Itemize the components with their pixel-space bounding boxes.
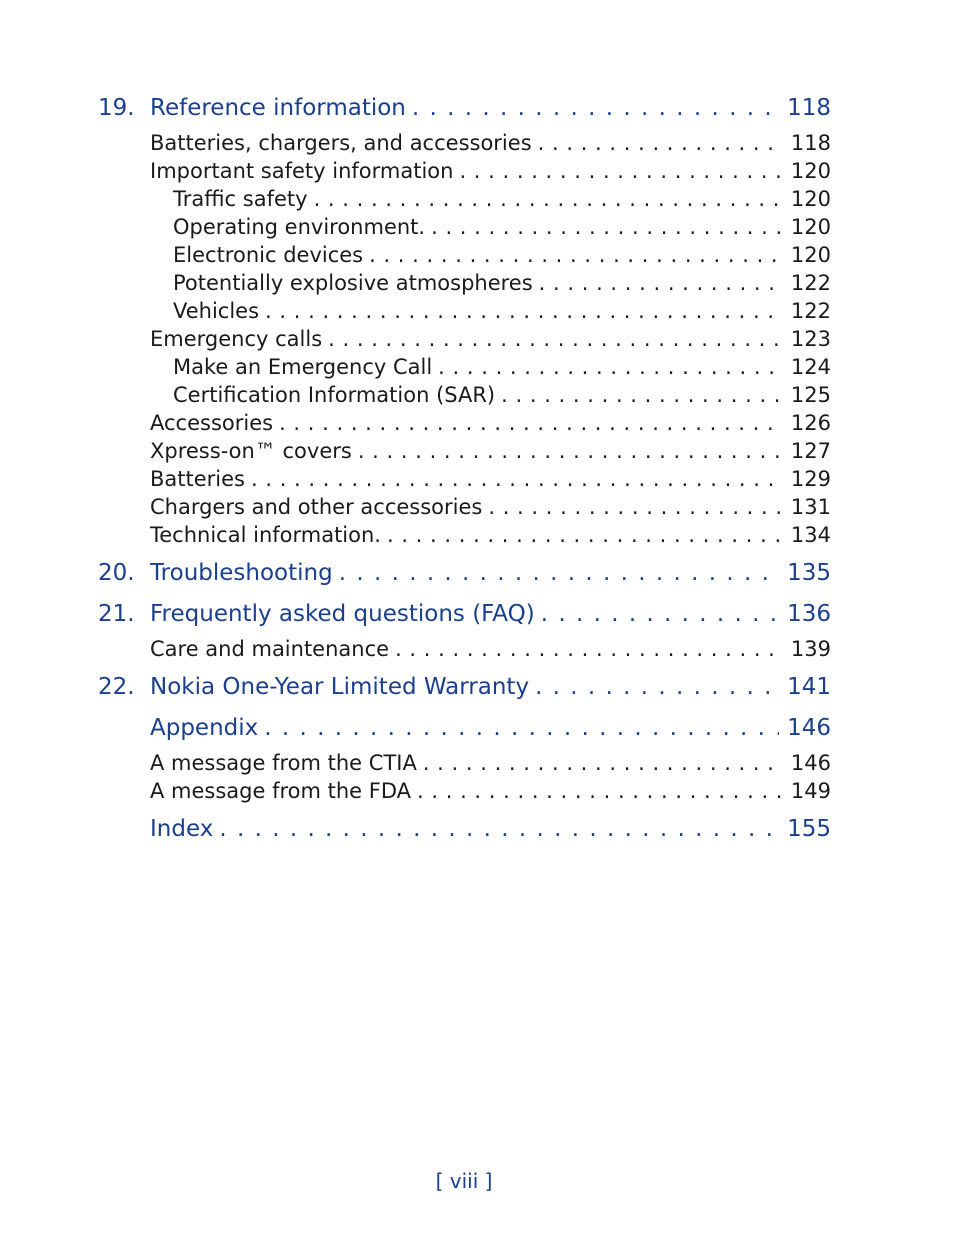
entry-title: Certification Information (SAR): [173, 383, 496, 407]
page-footer-number: [ viii ]: [435, 1169, 493, 1193]
toc-chapter-22[interactable]: [98, 667, 831, 708]
toc-chapter-20[interactable]: [98, 553, 831, 594]
entry-title: Batteries, chargers, and accessories: [150, 131, 532, 155]
chapter-number: 19.: [98, 95, 135, 121]
dot-leader: [369, 241, 783, 269]
entry-title: Operating environment.: [173, 215, 426, 239]
dot-leader: [412, 88, 779, 129]
page-number: 122: [790, 299, 831, 323]
toc-entry-electronic-devices[interactable]: [98, 241, 831, 269]
page-number: 155: [787, 816, 831, 842]
entry-title: Potentially explosive atmospheres: [173, 271, 533, 295]
dot-leader: [251, 465, 783, 493]
entry-title: Electronic devices: [173, 243, 364, 267]
toc-entry-traffic-safety[interactable]: [98, 185, 831, 213]
page-number: 118: [787, 95, 831, 121]
dot-leader: [339, 553, 779, 594]
entry-title: Chargers and other accessories: [150, 495, 483, 519]
chapter-title: Troubleshooting: [150, 560, 333, 586]
dot-leader: [501, 381, 783, 409]
page-number: 124: [790, 355, 831, 379]
dot-leader: [219, 809, 779, 850]
page-number: 120: [790, 159, 831, 183]
toc-entry-certification-sar[interactable]: [98, 381, 831, 409]
toc-entry-ctia-message[interactable]: [98, 749, 831, 777]
chapter-number: 20.: [98, 560, 135, 586]
toc-entry-batteries-chargers-accessories[interactable]: [98, 129, 831, 157]
toc-entry-xpress-on-covers[interactable]: [98, 437, 831, 465]
dot-leader: [417, 777, 783, 805]
toc-entry-vehicles[interactable]: [98, 297, 831, 325]
chapter-title: Index: [150, 816, 214, 842]
page-number: 120: [790, 243, 831, 267]
dot-leader: [538, 129, 783, 157]
page-number: 120: [790, 187, 831, 211]
entry-title: Accessories: [150, 411, 274, 435]
dot-leader: [265, 297, 783, 325]
chapter-title: Frequently asked questions (FAQ): [150, 601, 535, 627]
table-of-contents: [98, 88, 831, 850]
dot-leader: [423, 749, 783, 777]
dot-leader: [488, 493, 783, 521]
page-number: 125: [790, 383, 831, 407]
chapter-title: Reference information: [150, 95, 406, 121]
entry-title: Make an Emergency Call: [173, 355, 433, 379]
toc-entry-operating-environment[interactable]: [98, 213, 831, 241]
toc-entry-accessories[interactable]: [98, 409, 831, 437]
chapter-number: 22.: [98, 674, 135, 700]
dot-leader: [438, 353, 783, 381]
page-number: 120: [790, 215, 831, 239]
dot-leader: [328, 325, 783, 353]
dot-leader: [358, 437, 783, 465]
dot-leader: [535, 667, 779, 708]
dot-leader: [539, 269, 783, 297]
toc-entry-batteries[interactable]: [98, 465, 831, 493]
page-number: 141: [787, 674, 831, 700]
toc-entry-important-safety[interactable]: [98, 157, 831, 185]
dot-leader: [387, 521, 783, 549]
toc-entry-explosive-atmospheres[interactable]: [98, 269, 831, 297]
dot-leader: [279, 409, 783, 437]
chapter-number: 21.: [98, 601, 135, 627]
page-number: 123: [790, 327, 831, 351]
page-number: 127: [790, 439, 831, 463]
page-number: 131: [790, 495, 831, 519]
toc-entry-emergency-calls[interactable]: [98, 325, 831, 353]
entry-title: Technical information.: [150, 523, 381, 547]
page-number: 146: [790, 751, 831, 775]
page-number: 149: [790, 779, 831, 803]
toc-entry-chargers-other-accessories[interactable]: [98, 493, 831, 521]
toc-entry-make-emergency-call[interactable]: [98, 353, 831, 381]
entry-title: A message from the FDA: [150, 779, 412, 803]
page-number: 146: [787, 715, 831, 741]
page-number: 122: [790, 271, 831, 295]
dot-leader: [395, 635, 783, 663]
chapter-title: Appendix: [150, 715, 259, 741]
toc-entry-fda-message[interactable]: [98, 777, 831, 805]
toc-chapter-19[interactable]: [98, 88, 831, 129]
page-number: 139: [790, 637, 831, 661]
entry-title: Traffic safety: [173, 187, 308, 211]
toc-entry-care-maintenance[interactable]: [98, 635, 831, 663]
entry-title: A message from the CTIA: [150, 751, 417, 775]
page-number: 118: [790, 131, 831, 155]
entry-title: Care and maintenance: [150, 637, 390, 661]
entry-title: Batteries: [150, 467, 245, 491]
dot-leader: [314, 185, 783, 213]
dot-leader: [459, 157, 782, 185]
toc-index[interactable]: [98, 809, 831, 850]
entry-title: Xpress-on™ covers: [150, 439, 352, 463]
toc-entry-technical-information[interactable]: [98, 521, 831, 549]
page-number: 129: [790, 467, 831, 491]
page-number: 135: [787, 560, 831, 586]
dot-leader: [431, 213, 783, 241]
toc-chapter-21[interactable]: [98, 594, 831, 635]
dot-leader: [541, 594, 779, 635]
page-number: 134: [790, 523, 831, 547]
chapter-title: Nokia One-Year Limited Warranty: [150, 674, 530, 700]
entry-title: Vehicles: [173, 299, 260, 323]
page-number: 136: [787, 601, 831, 627]
toc-appendix[interactable]: [98, 708, 831, 749]
page-number: 126: [790, 411, 831, 435]
entry-title: Important safety information: [150, 159, 454, 183]
entry-title: Emergency calls: [150, 327, 323, 351]
dot-leader: [264, 708, 779, 749]
